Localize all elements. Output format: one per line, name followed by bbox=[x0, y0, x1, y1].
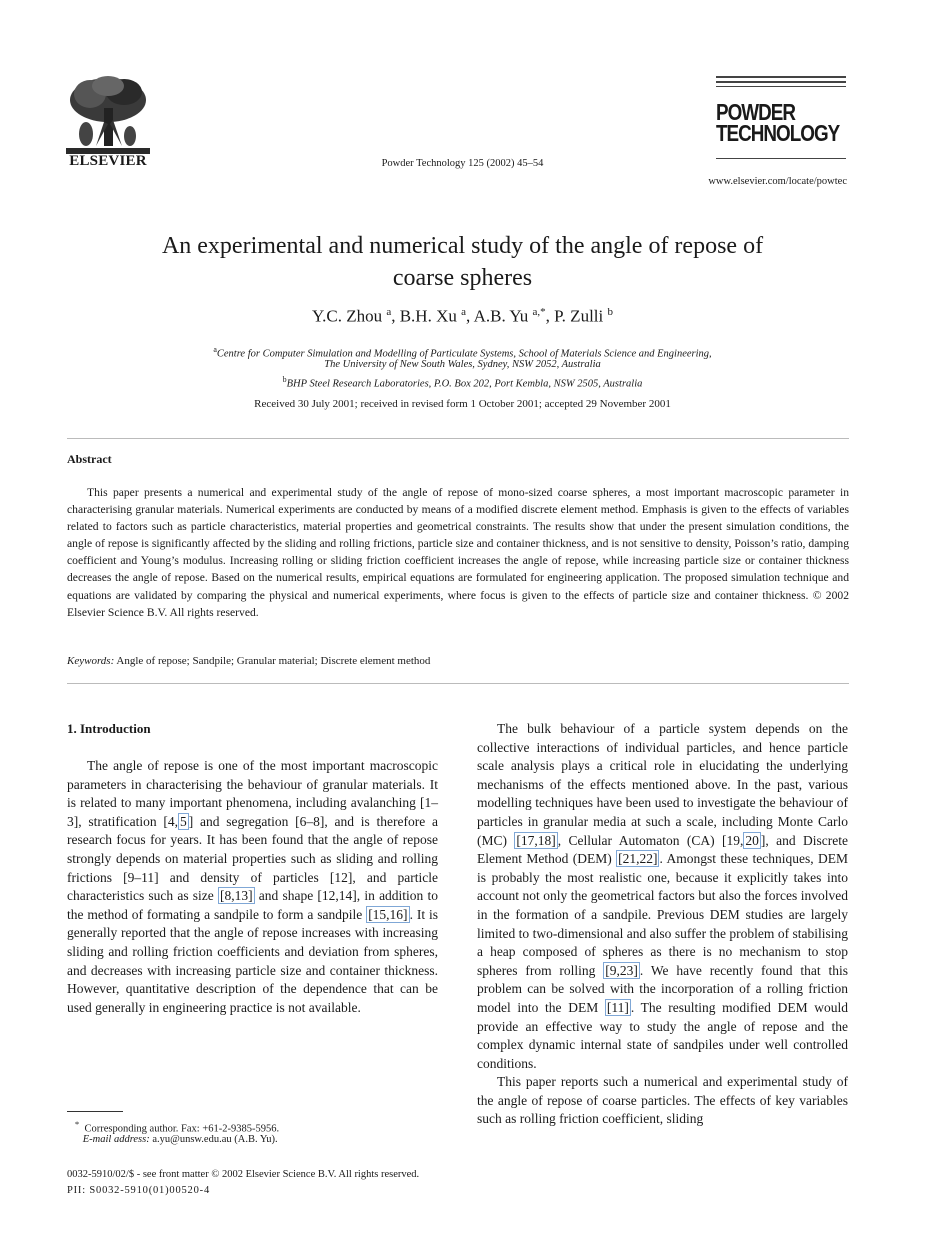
paragraph bbox=[477, 720, 848, 1073]
title-line: coarse spheres bbox=[392, 265, 533, 291]
author-separator: , bbox=[466, 306, 474, 326]
citation-link[interactable]: [8,13] bbox=[219, 888, 253, 904]
left-column bbox=[67, 757, 438, 1017]
affiliation-mark: a bbox=[213, 345, 217, 354]
text-run: . We have recently found that this problem can be solved with the incorporation of a rolling friction model into the DEM bbox=[477, 962, 848, 1015]
author-list bbox=[0, 306, 925, 327]
author-affiliation-mark: a bbox=[461, 306, 467, 318]
text-run: . The resulting modified DEM would provide an effective way to study the angle of repose and the complex dynamic internal state of sandpiles under well controlled conditions. bbox=[477, 999, 848, 1071]
abstract-heading: Abstract bbox=[67, 452, 112, 466]
section-heading: 1. Introduction bbox=[67, 721, 151, 736]
text-run: ] and segregation [6–8], and is therefore a research focus for years. It has been found that the angle of repose strongly depends on material properties such as sliding and rolling frictions [9–11] and density of particles [12], and particle characteristics such as size bbox=[67, 813, 438, 904]
citation-link[interactable]: 5 bbox=[179, 813, 187, 829]
text-run: , Cellular Automaton (CA) [19, bbox=[557, 832, 744, 848]
author-separator: , bbox=[391, 306, 400, 326]
tree-icon bbox=[66, 74, 150, 154]
text-run: The bulk behaviour of a particle system depends on the collective interactions of individual particles, and hence particle scale analysis plays a critical role in elucidating the underlying mechanisms of the effects mentioned above. In the past, various modelling techniques have been used to investigate the behaviour of particles in granular media at such a scale, including Monte Carlo (MC) bbox=[477, 721, 848, 848]
right-column bbox=[477, 720, 848, 1129]
article-title bbox=[100, 230, 825, 294]
journal-url-link[interactable]: www.elsevier.com/locate/powtec bbox=[708, 176, 847, 187]
author-name: Y.C. Zhou bbox=[312, 306, 383, 326]
journal-logo-bar bbox=[716, 76, 846, 78]
text-run: . It is generally reported that the angle of repose increases with increasing sliding and rolling friction coefficients and deviation from spheres, and decreases with increasing particle size and container thickness. However, quantitative description of the dependence that can be used generally in engineering practice is not available. bbox=[67, 906, 438, 1015]
journal-reference: Powder Technology 125 (2002) 45–54 bbox=[381, 158, 544, 169]
footnote-email bbox=[67, 1132, 438, 1147]
citation-link[interactable]: [11] bbox=[606, 999, 629, 1015]
paragraph: This paper reports such a numerical and experimental study of the angle of repose of coarse particles. The effects of key variables such as rolling friction coefficient, sliding bbox=[477, 1074, 848, 1127]
journal-logo-bar bbox=[716, 86, 846, 87]
paragraph bbox=[67, 757, 438, 1017]
journal-logo-bar bbox=[716, 81, 846, 83]
journal-logo-bar bbox=[716, 158, 846, 159]
text-run: and shape [12,14], in addition to the method of formating a sandpile to form a sandpile bbox=[67, 888, 439, 922]
journal-logo-line: POWDER bbox=[716, 99, 795, 125]
received-dates: Received 30 July 2001; received in revised form 1 October 2001; accepted 29 November 2001 bbox=[254, 398, 671, 410]
text-run: ], and Discrete Element Method (DEM) bbox=[477, 832, 848, 867]
footnote-rule bbox=[67, 1111, 123, 1112]
citation-link[interactable]: [15,16] bbox=[368, 906, 408, 922]
affiliation-text: Centre for Computer Simulation and Modelling of Particulate Systems, School of Materials Science and Engineering, bbox=[216, 348, 712, 360]
journal-logo-line: TECHNOLOGY bbox=[716, 120, 840, 146]
footnote-text: Corresponding author. Fax: +61-2-9385-5956. bbox=[84, 1123, 280, 1135]
footnote-star: * bbox=[74, 1119, 80, 1129]
text-run: The angle of repose is one of the most important macroscopic parameters in characterising the behaviour of granular materials. It is related to many important phenomena, including avalanching [1–3], stratification [4, bbox=[67, 758, 438, 829]
citation-link[interactable]: 20 bbox=[745, 832, 759, 848]
issn-line: 0032-5910/02/$ - see front matter © 2002 Elsevier Science B.V. All rights reserved. bbox=[67, 1169, 420, 1180]
keywords-list: Angle of repose; Sandpile; Granular material; Discrete element method bbox=[116, 655, 431, 667]
citation-link[interactable]: [21,22] bbox=[618, 851, 658, 867]
pii-line: PII: S0032-5910(01)00520-4 bbox=[67, 1185, 211, 1196]
author-affiliation-mark: a bbox=[386, 306, 392, 318]
author-affiliation-mark: b bbox=[607, 306, 613, 318]
affiliation-text: BHP Steel Research Laboratories, P.O. Box 202, Port Kembla, NSW 2505, Australia bbox=[286, 378, 643, 390]
divider bbox=[67, 683, 849, 684]
title-line: An experimental and numerical study of the angle of repose of bbox=[161, 233, 764, 259]
affiliation-text: The University of New South Wales, Sydney, NSW 2052, Australia bbox=[324, 359, 601, 370]
citation-link[interactable]: [9,23] bbox=[605, 962, 638, 978]
citation-link[interactable]: [17,18] bbox=[516, 832, 556, 848]
abstract-text: This paper presents a numerical and experimental study of the angle of repose of mono-sized coarse spheres, a most important macroscopic parameter in characterising granular materials. Numerical experiments are conducted by means of a modified discrete element method. Emphasis is given to the effects of variables related to factors such as particle characteristics, material properties and geometrical constraints. The results show that under the present simulation conditions, the angle of repose is significantly affected by the sliding and rolling frictions, particle size and container thickness, and is not sensitive to density, Poisson’s ratio, damping coefficient and Young’s modulus. Increasing rolling or sliding friction coefficient increases the angle of repose, while increasing particle size or container thickness decreases the angle of repose. Based on the numerical results, empirical equations are formulated for engineering application. The proposed simulation technique and equations are validated by comparing the physical and numerical experiments, where focus is given to the effects of particle size and container thickness. © 2002 Elsevier Science B.V. All rights reserved. bbox=[67, 486, 849, 619]
author-affiliation-mark[interactable]: a,* bbox=[532, 306, 546, 318]
email-label: E-mail address: bbox=[82, 1134, 150, 1145]
journal-logo bbox=[716, 99, 840, 146]
author-separator: , bbox=[545, 306, 555, 326]
affiliation bbox=[0, 372, 925, 392]
publisher-name: ELSEVIER bbox=[69, 153, 147, 169]
text-run: . Amongst these techniques, DEM is probably the most realistic one, because it explicitly takes into account not only the geometrical factors but also the forces involved in the formation of a sandpile. Previous DEM studies are largely limited to two-dimensional and also suffer the problem of stabilising a heap composed of spheres as there is no mechanism to stop spheres from rolling bbox=[477, 851, 848, 978]
affiliation bbox=[0, 357, 925, 372]
divider bbox=[67, 438, 849, 439]
author-name: B.H. Xu bbox=[399, 306, 457, 326]
author-name: P. Zulli bbox=[554, 306, 604, 326]
email-link[interactable]: a.yu@unsw.edu.au (A.B. Yu). bbox=[152, 1134, 278, 1145]
author-name: A.B. Yu bbox=[473, 306, 529, 326]
affiliation-mark: b bbox=[282, 375, 287, 384]
keywords-label: Keywords: bbox=[67, 655, 115, 667]
keywords bbox=[67, 655, 430, 667]
